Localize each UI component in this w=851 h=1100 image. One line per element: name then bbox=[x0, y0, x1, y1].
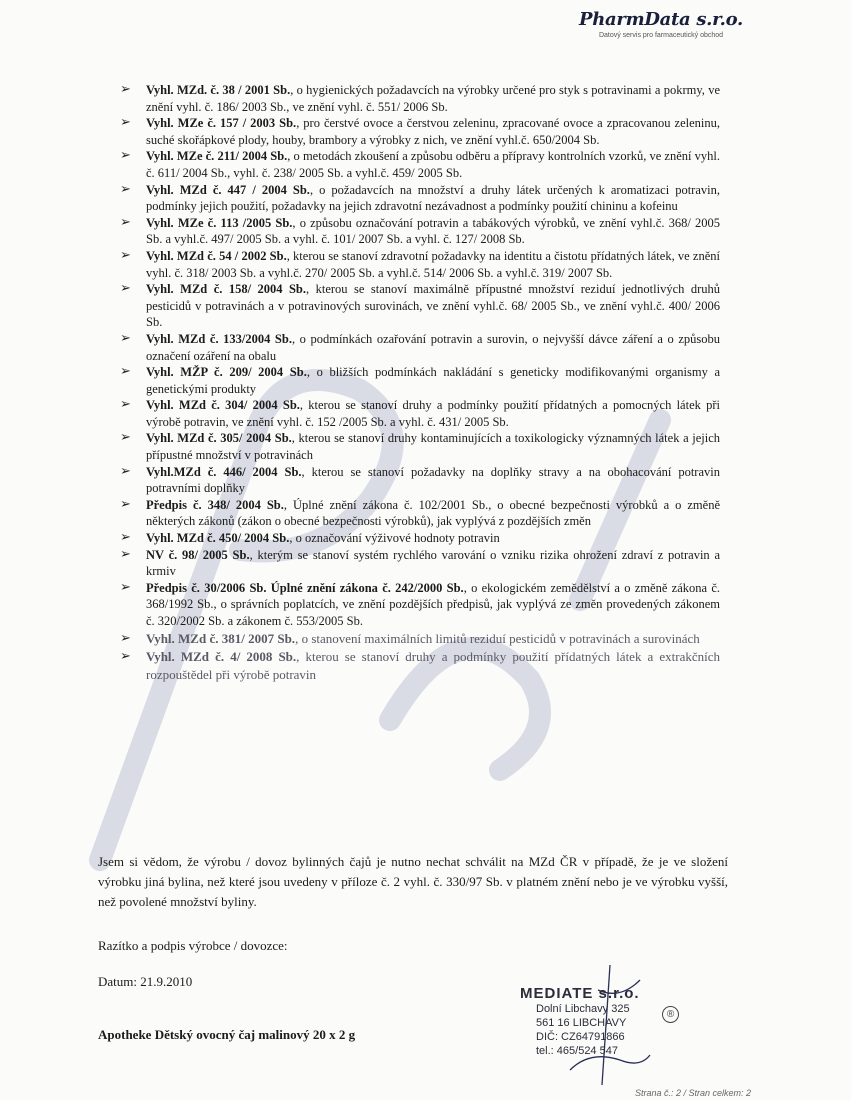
logo-tagline: Datový servis pro farmaceutický obchod bbox=[598, 32, 724, 39]
logo-text: PharmData s.r.o. bbox=[579, 9, 743, 30]
list-item: ➢ Vyhl. MZd č. 305/ 2004 Sb., kterou se stanoví druhy kontaminujících a toxikologicky významných látek a jejich přípustné množství v potravinách bbox=[120, 430, 720, 463]
list-item: ➢ Vyhl. MZd č. 4/ 2008 Sb., kterou se stanoví druhy a podmínky použití přídatných látek a extrakčních rozpouštědel při výrobě potravin bbox=[120, 648, 720, 684]
list-item: ➢ Vyhl. MZd č. 381/ 2007 Sb., o stanovení maximálních limitů reziduí pesticidů v potravinách a surovinách bbox=[120, 630, 720, 648]
list-item: ➢ Vyhl. MZe č. 211/ 2004 Sb., o metodách zkoušení a způsobu odběru a přípravy kontrolních vzorků, ve znění vyhl. č. 611/ 2004 Sb., vyhl. č. 238/ 2005 Sb. a vyhl.č. 459/ 2005 Sb. bbox=[120, 148, 720, 181]
stamp-tel: tel.: 465/524 547 bbox=[536, 1045, 618, 1057]
stamp-company-name: MEDIATE s.r.o. bbox=[520, 985, 640, 1002]
list-item: ➢ Předpis č. 30/2006 Sb. Úplné znění zákona č. 242/2000 Sb., o ekologickém zemědělství a o změně zákona č. 368/1992 Sb., o správních poplatcích, ve znění pozdějších předpisů, jak vyplývá ze změn provedených zákonem č. 320/2002 Sb. a zákonem č. 553/2005 Sb. bbox=[120, 580, 720, 630]
declaration-paragraph: Jsem si vědom, že výrobu / dovoz bylinných čajů je nutno nechat schválit na MZd ČR v případě, že je ve složení výrobku jiná bylina, než které jsou uvedeny v příloze č. 2 vyhl. č. 330/97 Sb. v platném znění nebo je ve výrobku vyšší, než povolené množství byliny. bbox=[98, 854, 728, 909]
list-item: ➢ Vyhl.MZd č. 446/ 2004 Sb., kterou se stanoví požadavky na doplňky stravy a na obohacování potravin potravními doplňky bbox=[120, 464, 720, 497]
stamp-address-line1: Dolní Libchavy 325 bbox=[536, 1003, 630, 1015]
list-item: ➢ Vyhl. MZd č. 133/2004 Sb., o podmínkách ozařování potravin a surovin, o nejvyšší dávce záření a o způsobu označení ozáření na obalu bbox=[120, 331, 720, 364]
stamp-signature-label: Razítko a podpis výrobce / dovozce: bbox=[98, 938, 288, 953]
list-item: ➢ Předpis č. 348/ 2004 Sb., Úplné znění zákona č. 102/2001 Sb., o obecné bezpečnosti výrobků a o změně některých zákonů (zákon o obecné bezpečnosti výrobků), jak vyplývá z pozdějších změn bbox=[120, 497, 720, 530]
regulation-list bbox=[120, 82, 720, 684]
list-item: ➢ Vyhl. MZd. č. 38 / 2001 Sb., o hygienických požadavcích na výrobky určené pro styk s potravinami a pokrmy, ve znění vyhl. č. 186/ 2003 Sb., ve znění vyhl. č. 551/ 2006 Sb. bbox=[120, 82, 720, 115]
date-field: Datum: 21.9.2010 bbox=[98, 974, 193, 989]
list-item: ➢ Vyhl. MZd č. 158/ 2004 Sb., kterou se stanoví maximálně přípustné množství reziduí jednotlivých druhů pesticidů v potravinách a v potravinových surovinách, ve znění vyhl.č. 68/ 2005 Sb., ve znění vyhl.č. 400/ 2006 Sb. bbox=[120, 281, 720, 331]
list-item: ➢ Vyhl. MZd č. 447 / 2004 Sb., o požadavcích na množství a druhy látek určených k aromatizaci potravin, podmínky jejich použití, požadavky na jejich zdravotní nezávadnost a podmínky použití chininu a kofeinu bbox=[120, 182, 720, 215]
company-logo bbox=[579, 10, 743, 39]
product-name: Apotheke Dětský ovocný čaj malinový 20 x 2 g bbox=[98, 1027, 356, 1042]
stamp-address-line2: 561 16 LIBCHAVY bbox=[536, 1017, 627, 1029]
registered-mark-icon: ® bbox=[662, 1006, 679, 1023]
list-item: ➢ NV č. 98/ 2005 Sb., kterým se stanoví systém rychlého varování o vzniku rizika ohrožení zdraví z potravin a krmiv bbox=[120, 547, 720, 580]
company-stamp bbox=[520, 985, 670, 1058]
page-number: Strana č.: 2 / Stran celkem: 2 bbox=[634, 1088, 751, 1098]
list-item: ➢ Vyhl. MZe č. 157 / 2003 Sb., pro čerstvé ovoce a čerstvou zeleninu, zpracované ovoce a zpracovanou zeleninu, suché skořápkové plody, houby, brambory a výrobky z nich, ve znění vyhl.č. 650/2004 Sb. bbox=[120, 115, 720, 148]
list-item: ➢ Vyhl. MŽP č. 209/ 2004 Sb., o bližších podmínkách nakládání s geneticky modifikovanými organismy a genetickými produkty bbox=[120, 364, 720, 397]
list-item: ➢ Vyhl. MZe č. 113 /2005 Sb., o způsobu označování potravin a tabákových výrobků, ve znění vyhl.č. 368/ 2005 Sb. a vyhl.č. 497/ 2005 Sb. a vyhl. č. 101/ 2007 Sb. a vyhl. č. 127/ 2008 Sb. bbox=[120, 215, 720, 248]
list-item: ➢ Vyhl. MZd č. 450/ 2004 Sb., o označování výživové hodnoty potravin bbox=[120, 530, 720, 547]
list-item: ➢ Vyhl. MZd č. 304/ 2004 Sb., kterou se stanoví druhy a podmínky použití přídatných a pomocných látek při výrobě potravin, ve znění vyhl. č. 152 /2005 Sb. a vyhl. č. 431/ 2005 Sb. bbox=[120, 397, 720, 430]
list-item: ➢ Vyhl. MZd č. 54 / 2002 Sb., kterou se stanoví zdravotní požadavky na identitu a čistotu přídatných látek, ve znění vyhl. č. 318/ 2003 Sb. a vyhl.č. 270/ 2005 Sb. a vyhl.č. 514/ 2006 Sb. a vyhl.č. 319/ 2007 Sb. bbox=[120, 248, 720, 281]
stamp-dic: DIČ: CZ64791866 bbox=[536, 1031, 625, 1043]
